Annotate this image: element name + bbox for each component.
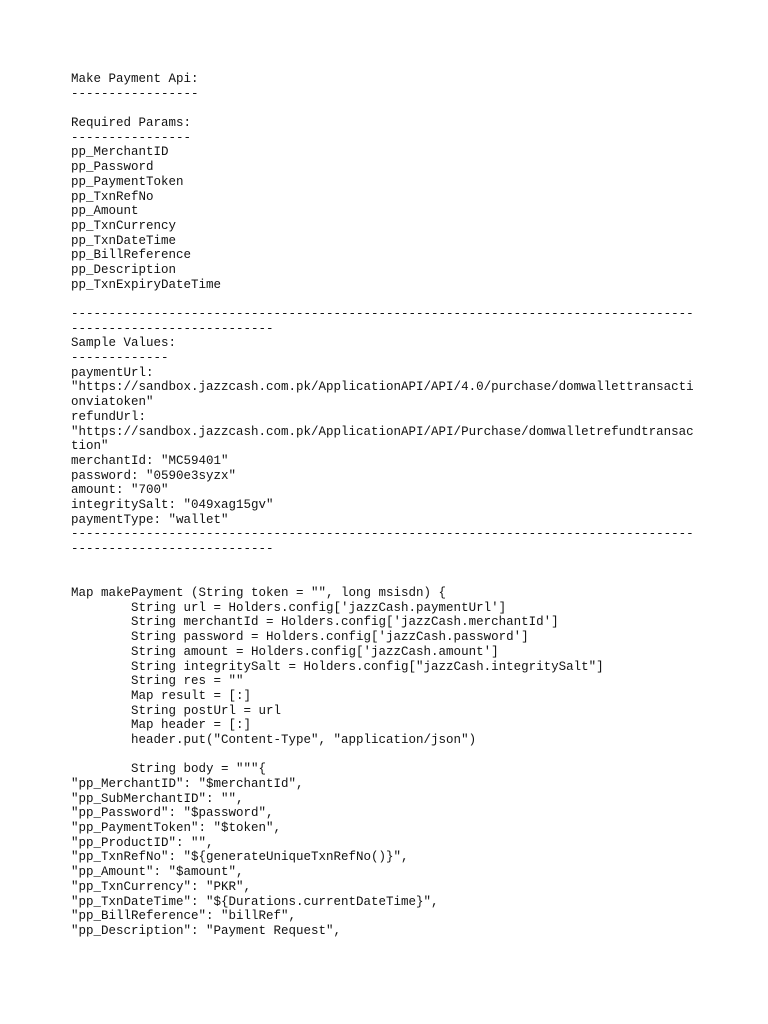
doc-line: "pp_Password": "$password", bbox=[71, 806, 274, 821]
doc-line: ---------------- bbox=[71, 130, 192, 145]
doc-line: "pp_PaymentToken": "$token", bbox=[71, 821, 282, 836]
doc-line bbox=[71, 571, 751, 586]
doc-line: refundUrl: bbox=[71, 409, 147, 424]
doc-line: "pp_SubMerchantID": "", bbox=[71, 791, 244, 806]
doc-line: String url = Holders.config['jazzCash.paymentUrl'] bbox=[71, 600, 507, 615]
doc-line: String password = Holders.config['jazzCash.password'] bbox=[71, 630, 529, 645]
document-body bbox=[71, 72, 751, 939]
doc-line: String merchantId = Holders.config['jazzCash.merchantId'] bbox=[71, 615, 559, 630]
doc-line: "pp_TxnRefNo": "${generateUniqueTxnRefNo()}", bbox=[71, 850, 409, 865]
doc-line: password: "0590e3syzx" bbox=[71, 468, 237, 483]
doc-line: Map header = [:] bbox=[71, 718, 252, 733]
doc-line: pp_Password bbox=[71, 160, 154, 175]
doc-line: "pp_TxnCurrency": "PKR", bbox=[71, 879, 252, 894]
doc-line: integritySalt: "049xag15gv" bbox=[71, 497, 274, 512]
doc-line: header.put("Content-Type", "application/json") bbox=[71, 732, 477, 747]
doc-line: ------------- bbox=[71, 351, 169, 366]
doc-line: onviatoken" bbox=[71, 395, 154, 410]
doc-line: tion" bbox=[71, 439, 109, 454]
doc-line: "https://sandbox.jazzcash.com.pk/ApplicationAPI/API/4.0/purchase/domwallettransacti bbox=[71, 380, 694, 395]
doc-line: --------------------------- bbox=[71, 542, 274, 556]
doc-line bbox=[71, 557, 751, 572]
doc-line: pp_Description bbox=[71, 262, 177, 277]
doc-line: pp_TxnDateTime bbox=[71, 233, 177, 248]
doc-line: paymentType: "wallet" bbox=[71, 512, 229, 527]
doc-line: "pp_TxnDateTime": "${Durations.currentDateTime}", bbox=[71, 894, 439, 909]
doc-line: pp_PaymentToken bbox=[71, 174, 184, 189]
doc-line: String res = "" bbox=[71, 674, 244, 689]
doc-line: amount: "700" bbox=[71, 483, 169, 498]
doc-line: String integritySalt = Holders.config["jazzCash.integritySalt"] bbox=[71, 659, 604, 674]
doc-line: pp_TxnRefNo bbox=[71, 189, 154, 204]
doc-line: --------------------------- bbox=[71, 321, 274, 336]
doc-line: Sample Values: bbox=[71, 336, 177, 351]
doc-line: String amount = Holders.config['jazzCash.amount'] bbox=[71, 644, 499, 659]
doc-line: Map result = [:] bbox=[71, 688, 252, 703]
doc-line: Required Params: bbox=[71, 116, 192, 131]
doc-line: String postUrl = url bbox=[71, 703, 282, 718]
doc-line: pp_TxnExpiryDateTime bbox=[71, 277, 222, 292]
doc-line: pp_MerchantID bbox=[71, 145, 169, 160]
doc-line: "https://sandbox.jazzcash.com.pk/ApplicationAPI/API/Purchase/domwalletrefundtransac bbox=[71, 424, 694, 439]
doc-line: Map makePayment (String token = "", long msisdn) { bbox=[71, 586, 447, 601]
doc-line: "pp_ProductID": "", bbox=[71, 835, 214, 850]
doc-line: pp_Amount bbox=[71, 204, 139, 219]
doc-line: paymentUrl: bbox=[71, 365, 154, 380]
doc-line: "pp_MerchantID": "$merchantId", bbox=[71, 777, 304, 791]
doc-line bbox=[71, 101, 751, 116]
doc-line: merchantId: "MC59401" bbox=[71, 453, 229, 468]
doc-line: String body = """{ bbox=[71, 762, 267, 777]
doc-line: "pp_Amount": "$amount", bbox=[71, 865, 244, 880]
doc-line: Make Payment Api: bbox=[71, 72, 199, 86]
doc-line: ----------------- bbox=[71, 86, 199, 101]
doc-line bbox=[71, 292, 751, 307]
doc-line: ----------------------------------------------------------------------------------- bbox=[71, 527, 694, 542]
doc-line: pp_BillReference bbox=[71, 248, 192, 263]
doc-line: "pp_Description": "Payment Request", bbox=[71, 923, 342, 938]
doc-line bbox=[71, 748, 751, 763]
doc-line: ----------------------------------------------------------------------------------- bbox=[71, 307, 694, 321]
doc-line: "pp_BillReference": "billRef", bbox=[71, 909, 297, 924]
doc-line: pp_TxnCurrency bbox=[71, 218, 177, 233]
